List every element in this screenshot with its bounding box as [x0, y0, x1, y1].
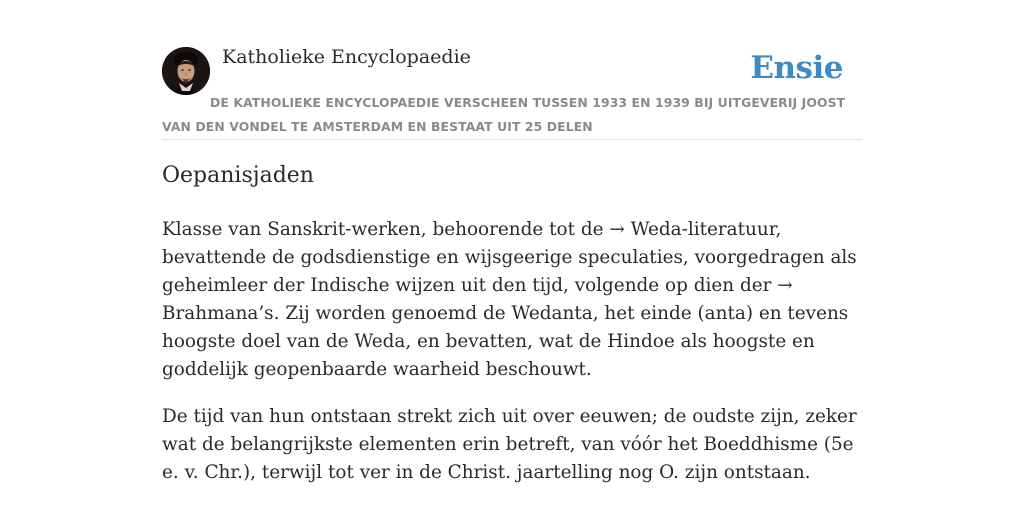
portrait-icon: [162, 47, 210, 95]
brand-logo[interactable]: Ensie: [750, 50, 843, 86]
weda-literatuur-link[interactable]: → Weda-literatuur: [609, 219, 776, 240]
site-tagline: DE KATHOLIEKE ENCYCLOPAEDIE VERSCHEEN TUSSEN 1933 EN 1939 BIJ UITGEVERIJ JOOST VAN DEN VONDEL TE AMSTERDAM EN BESTAAT UIT 25 DELEN: [162, 95, 846, 134]
paragraph-text: . Zij worden genoemd de Wedanta, het einde (anta) en tevens hoogste doel van de Weda, en bevatten, wat de Hindoe als hoogste en goddelijk geopenbaarde waarheid beschouwt.: [162, 303, 849, 380]
avatar[interactable]: [162, 47, 210, 95]
header-divider: [162, 139, 862, 140]
paragraph-text: Klasse van Sanskrit-werken, behoorende tot de: [162, 219, 610, 240]
site-name[interactable]: Katholieke Encyclopaedie: [222, 46, 471, 68]
brahmanas-link[interactable]: → Brahmana’s: [162, 275, 793, 324]
paragraph: De tijd van hun ontstaan strekt zich uit over eeuwen; de oudste zijn, zeker wat de belangrijkste elementen erin betreft, van vóór het Boeddhisme (5e e. v. Chr.), terwijl tot ver in de Christ. jaartelling nog O. zijn ontstaan.: [162, 406, 857, 483]
paragraph: [162, 216, 864, 384]
paragraph-text: , bevattende de godsdienstige en wijsgeerige speculaties, voorgedragen als geheimleer der Indische wijzen uit den tijd, volgende op dien der: [162, 219, 857, 296]
article-title: Oepanisjaden: [162, 163, 314, 188]
article-body: [162, 216, 864, 506]
